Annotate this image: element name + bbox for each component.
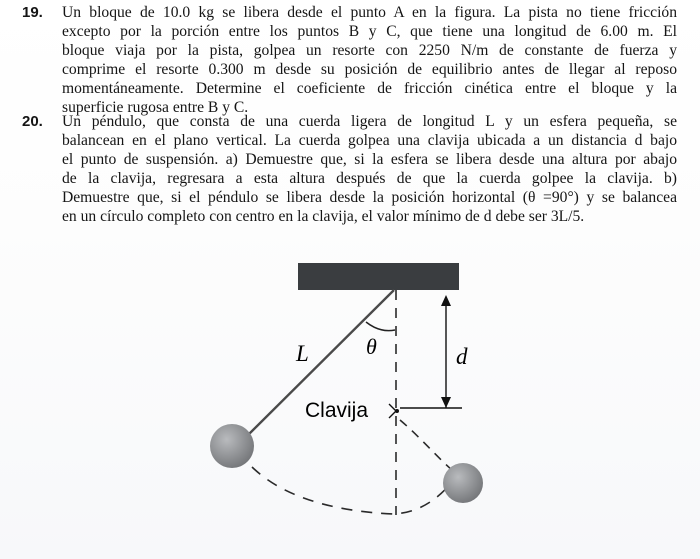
arrowhead-up-icon xyxy=(441,295,451,306)
problem-19-line: superficie rugosa entre B y C. xyxy=(62,98,249,116)
label-theta: θ xyxy=(366,334,377,359)
problem-19-line: Un bloque de 10.0 kg se libera desde el punto A en la figura. La pista no tiene fricción xyxy=(62,4,677,21)
swing-path-dashed xyxy=(252,467,452,514)
problem-20-line: el punto de suspensión. a) Demuestre que, si la esfera se libera desde una altura por abajo xyxy=(62,150,677,168)
label-clavija: Clavija xyxy=(305,399,369,422)
arrowhead-down-icon xyxy=(441,397,451,408)
problem-20-line: balancean en el plano vertical. La cuerda golpea una clavija ubicada a un distancia d bajo xyxy=(62,131,677,149)
problem-19-number: 19. xyxy=(22,4,43,21)
problem-20-number: 20. xyxy=(22,113,43,130)
pendulum-bob-left xyxy=(210,424,254,468)
problem-19-line: bloque viaja por la pista, golpea un resorte con 2250 N/m de constante de fuerza y xyxy=(62,41,677,59)
peg-pointer-icon xyxy=(389,404,396,418)
problem-19-line: comprime el resorte 0.300 m desde su posición de equilibrio antes de llegar al reposo xyxy=(62,60,677,78)
problem-19-line: momentáneamente. Determine el coeficiente de fricción cinética entre el bloque y la xyxy=(62,79,677,97)
theta-arc xyxy=(366,322,395,331)
ceiling-support xyxy=(298,263,459,290)
problem-20-line: de la clavija, regresara a esta altura después de que la cuerda golpee la clavija. b) xyxy=(62,169,677,187)
problem-20-line: Un péndulo, que consta de una cuerda ligera de longitud L y un esfera pequeña, se xyxy=(62,113,677,130)
label-d: d xyxy=(456,344,468,369)
problem-19-line: excepto por la porción entre los puntos B y C, que tiene una longitud de 6.00 m. El xyxy=(62,22,677,40)
label-L: L xyxy=(296,341,309,366)
pendulum-bob-right xyxy=(443,463,483,503)
problem-20-line: Demuestre que, si el péndulo se libera desde la posición horizontal (θ =90°) y se balancea xyxy=(62,188,677,206)
problem-20-line: en un círculo completo con centro en la clavija, el valor mínimo de d debe ser 3L/5. xyxy=(62,207,585,225)
string-after-peg-dashed xyxy=(400,420,452,470)
peg-icon xyxy=(395,409,399,413)
